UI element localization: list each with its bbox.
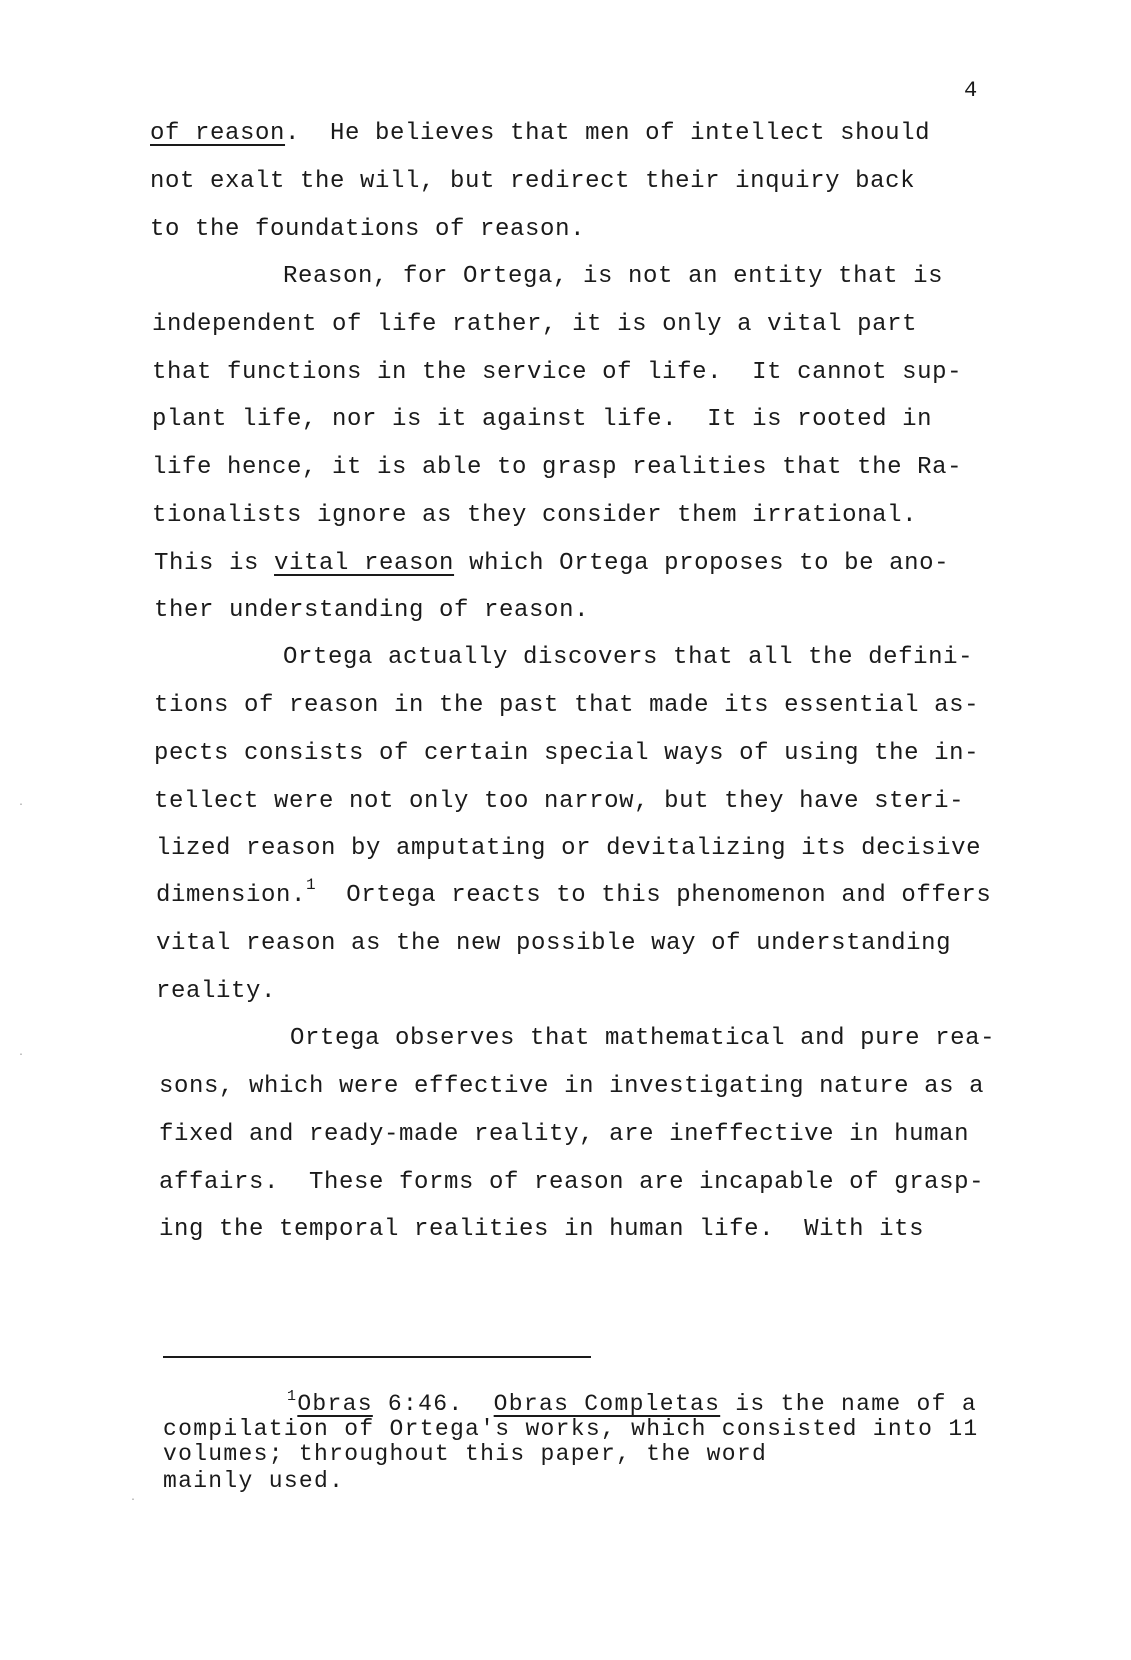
page-number: 4: [964, 78, 978, 103]
footnote-marker: 1: [287, 1388, 298, 1405]
scan-speck: ·: [18, 1050, 25, 1061]
underlined-phrase: Obras Completas: [493, 1391, 721, 1417]
body-line: Reason, for Ortega, is not an entity that is: [283, 263, 944, 290]
body-line: fixed and ready-made reality, are ineffective in human: [159, 1121, 970, 1148]
body-line: ing the temporal realities in human life. With its: [159, 1216, 925, 1243]
body-line: tions of reason in the past that made its essential as-: [154, 692, 980, 719]
body-line: to the foundations of reason.: [150, 216, 586, 243]
body-line: sons, which were effective in investigating nature as a: [159, 1073, 985, 1100]
body-line: life hence, it is able to grasp realities that the Ra-: [152, 454, 963, 481]
body-line: dimension.$^1$ Ortega reacts to this phenomenon and offers: [156, 876, 992, 909]
body-line: pects consists of certain special ways of using the in-: [154, 740, 980, 767]
body-line: Ortega observes that mathematical and pure rea-: [290, 1025, 996, 1052]
body-line: vital reason as the new possible way of understanding: [156, 930, 952, 957]
body-line: This is vital reason which Ortega proposes to be ano-: [154, 550, 950, 577]
footnote-line: $^1$Obras 6:46. Obras Completas is the name of a: [287, 1388, 977, 1417]
footnote-line: compilation of Ortega's works, which consisted into 11: [163, 1416, 979, 1442]
body-line: reality.: [156, 978, 277, 1005]
footnote-rule: [163, 1356, 591, 1358]
footnote-line: volumes; throughout this paper, the word: [163, 1441, 783, 1467]
body-line: that functions in the service of life. It cannot sup-: [152, 359, 963, 386]
body-line: tellect were not only too narrow, but they have steri-: [154, 788, 965, 815]
scan-speck: ·: [18, 800, 25, 811]
scan-speck: ·: [130, 1495, 137, 1506]
body-line: ther understanding of reason.: [154, 597, 590, 624]
underlined-phrase: vital reason: [274, 550, 455, 577]
footnote-line: mainly used.: [163, 1468, 345, 1494]
underlined-phrase: of reason: [150, 120, 286, 147]
body-line: lized reason by amputating or devitalizing its decisive: [156, 835, 982, 862]
footnote-marker: 1: [306, 876, 317, 894]
body-line: Ortega actually discovers that all the defini-: [283, 644, 974, 671]
body-line: independent of life rather, it is only a vital part: [152, 311, 918, 338]
body-line: not exalt the will, but redirect their inquiry back: [150, 168, 916, 195]
body-line: affairs. These forms of reason are incapable of grasp-: [159, 1169, 985, 1196]
underlined-phrase: Obras: [297, 1391, 373, 1417]
body-line: of reason. He believes that men of intellect should: [150, 120, 931, 147]
body-line: tionalists ignore as they consider them irrational.: [152, 502, 918, 529]
body-line: plant life, nor is it against life. It is rooted in: [152, 406, 933, 433]
